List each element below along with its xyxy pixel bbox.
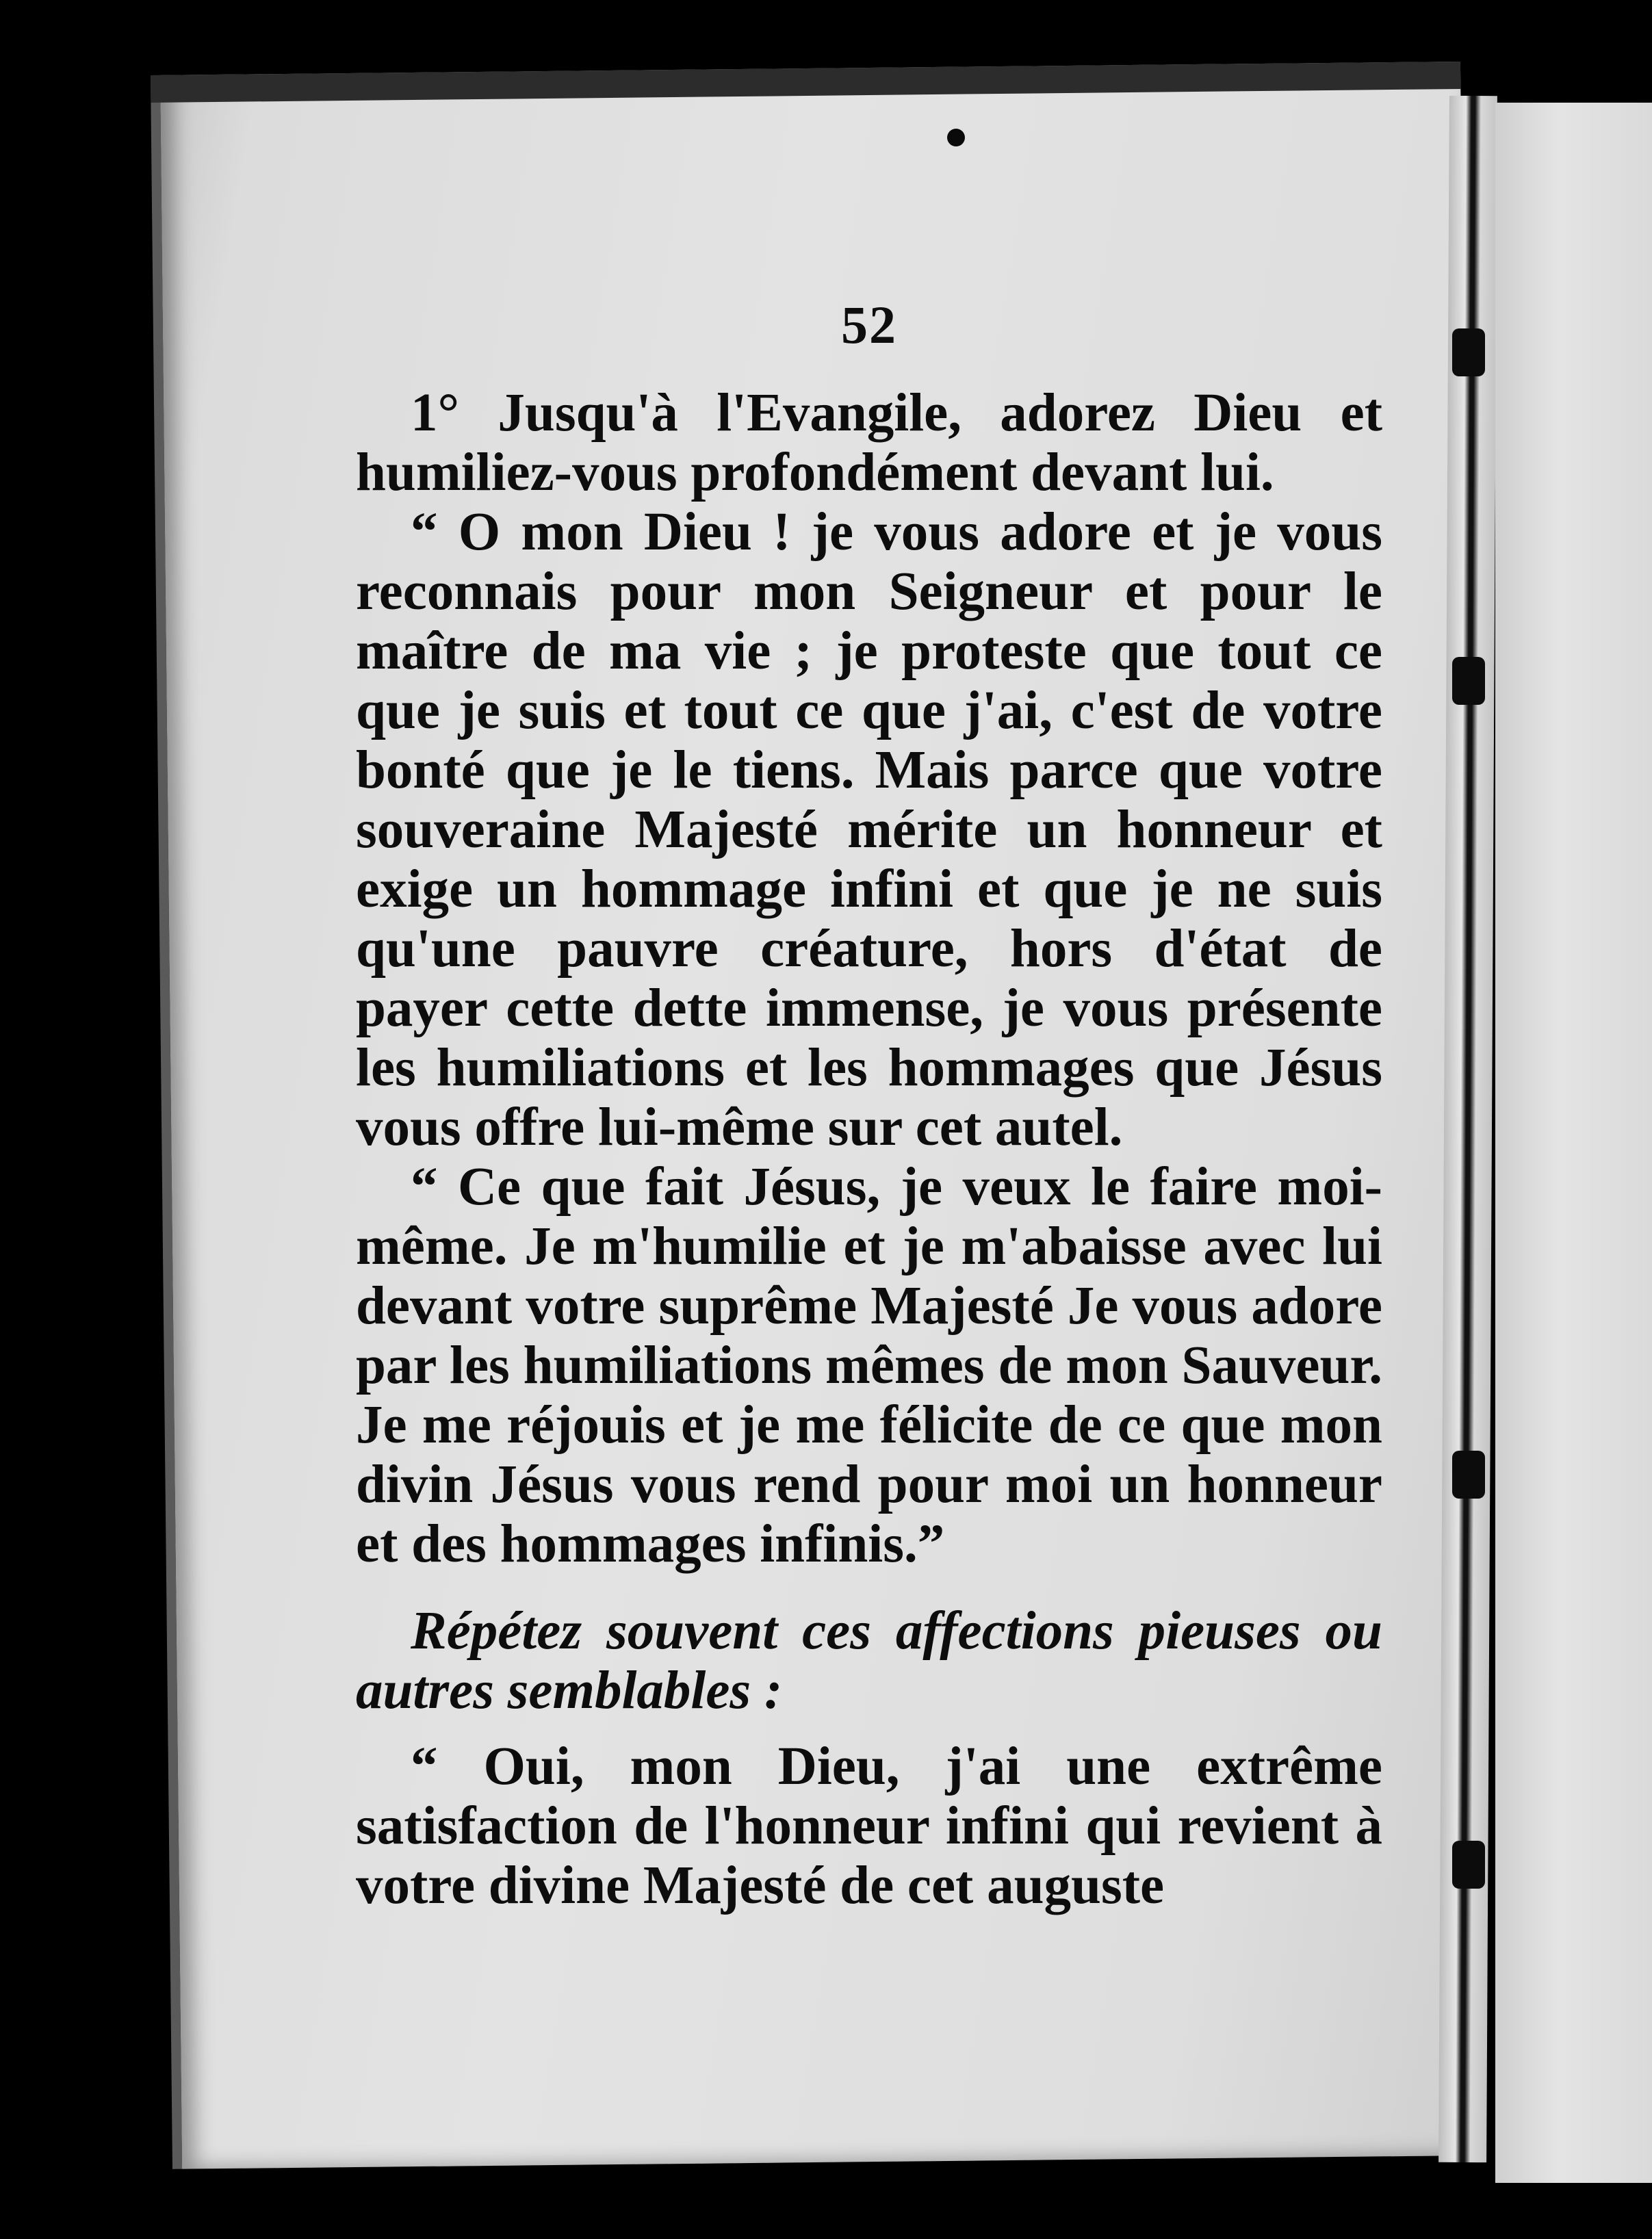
paragraph-instruction: 1° Jusqu'à l'Evangile, adorez Dieu et humiliez-vous profondément devant lui. <box>356 383 1382 502</box>
binding-stitch <box>1452 328 1485 376</box>
binding-stitch <box>1452 1841 1485 1889</box>
page-number: 52 <box>841 295 897 354</box>
right-page-edge <box>1495 103 1652 2183</box>
paragraph-prayer-humiliation: “ Ce que fait Jésus, je veux le faire moi-même. Je m'humilie et je m'abaisse avec lui devant votre suprême Majesté Je vous adore par les humiliations mêmes de mon Sauveur. Je me réjouis et je me félicite de ce que mon divin Jésus vous rend pour moi un honneur et des hommages infinis.” <box>356 1157 1382 1574</box>
ink-dot <box>947 129 965 146</box>
paragraph-prayer-satisfaction: “ Oui, mon Dieu, j'ai une extrême satisfaction de l'honneur infini qui revient à votre divine Majesté de cet auguste <box>356 1737 1382 1915</box>
page-text-block <box>356 294 1382 1915</box>
binding-stitch <box>1452 657 1485 705</box>
paragraph-rubric: Répétez souvent ces affections pieuses ou autres semblables : <box>356 1601 1382 1720</box>
binding-stitch <box>1452 1451 1485 1499</box>
paragraph-prayer-adoration: “ O mon Dieu ! je vous adore et je vous reconnais pour mon Seigneur et pour le maître de ma vie ; je proteste que tout ce que je suis et tout ce que j'ai, c'est de votre bonté que je le tiens. Mais parce que votre souveraine Majesté mérite un honneur et exige un hommage infini et que je ne suis qu'une pauvre créature, hors d'état de payer cette dette immense, je vous présente les humiliations et les hommages que Jésus vous offre lui-même sur cet autel. <box>356 502 1382 1157</box>
